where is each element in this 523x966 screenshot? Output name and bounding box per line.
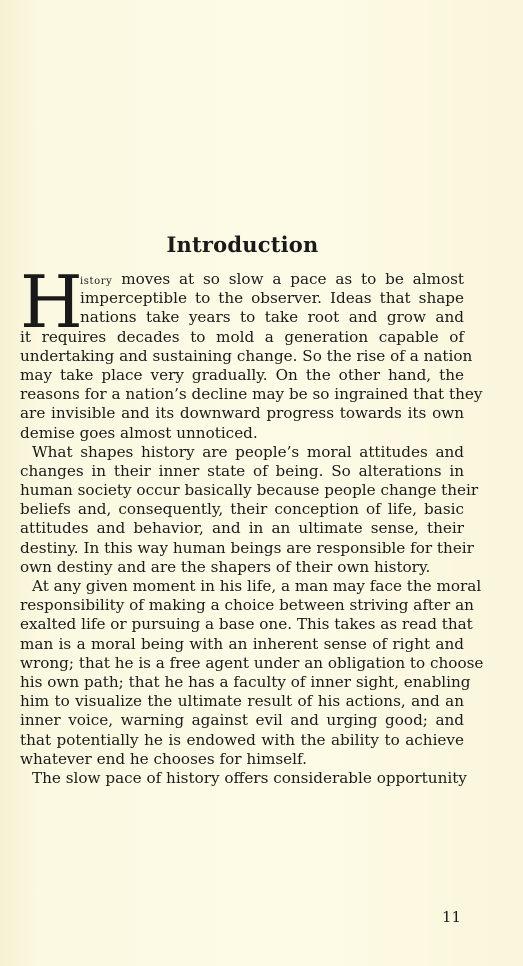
text-line: nations take years to take root and grow and	[80, 308, 464, 327]
text-line: wrong; that he is a free agent under an obligation to choose	[20, 653, 484, 672]
text-line: inner voice, warning against evil and urging good; and	[20, 711, 464, 730]
text-line: that potentially he is endowed with the ability to achieve	[20, 730, 464, 749]
text-line: may take place very gradually. On the other hand, the	[20, 365, 464, 384]
page-number: 11	[442, 908, 462, 926]
text-line: own destiny and are the shapers of their own history.	[20, 557, 431, 576]
text-line: The slow pace of history offers considerable opportunity	[32, 768, 467, 787]
text-line: beliefs and, consequently, their conception of life, basic	[20, 500, 464, 519]
text-line: attitudes and behavior, and in an ultimate sense, their	[20, 519, 464, 538]
paragraph-2	[20, 442, 479, 577]
text-line: undertaking and sustaining change. So the rise of a nation	[20, 346, 473, 365]
first-word-smallcaps: istory	[80, 276, 113, 287]
text-line: What shapes history are people’s moral attitudes and	[32, 442, 464, 461]
paragraph-3	[20, 577, 484, 769]
text-line: man is a moral being with an inherent sense of right and	[20, 634, 464, 653]
text-line: changes in their inner state of being. So alterations in	[20, 461, 464, 480]
text-line: demise goes almost unnoticed.	[20, 423, 258, 442]
text-line: his own path; that he has a faculty of inner sight, enabling	[20, 672, 471, 691]
text-line: are invisible and its downward progress towards its own	[20, 404, 464, 423]
paragraph-4	[20, 768, 467, 788]
text-line: reasons for a nation’s decline may be so ingrained that they	[20, 385, 483, 404]
text-line: istory moves at so slow a pace as to be almost	[80, 270, 464, 288]
text-line: responsibility of making a choice between striving after an	[20, 596, 474, 615]
text-line: At any given moment in his life, a man may face the moral	[32, 577, 482, 595]
paragraph-1	[20, 270, 483, 443]
body-text	[20, 260, 484, 788]
chapter-title: Introduction	[166, 232, 319, 257]
text-line: human society occur basically because people change their	[20, 481, 479, 500]
text-line: exalted life or pursuing a base one. This takes as read that	[20, 615, 473, 634]
text-line: whatever end he chooses for himself.	[20, 749, 307, 768]
text-line: imperceptible to the observer. Ideas that shape	[80, 289, 464, 308]
text-line: it requires decades to mold a generation capable of	[20, 327, 464, 346]
text-line: him to visualize the ultimate result of his actions, and an	[20, 692, 464, 711]
text-line: destiny. In this way human beings are responsible for their	[20, 538, 474, 557]
drop-cap: H	[20, 260, 83, 344]
